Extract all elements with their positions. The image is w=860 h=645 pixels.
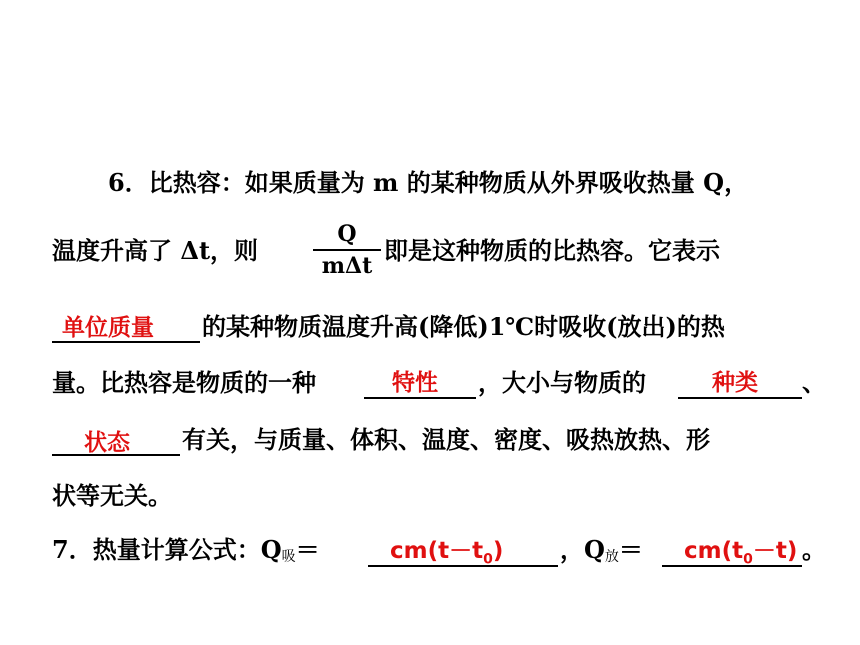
answer-kind: 种类: [712, 370, 758, 396]
item6-line4-end: 、: [802, 368, 826, 397]
equals-2: ＝: [618, 535, 643, 564]
answer-state: 状态: [84, 430, 130, 456]
item6-line5-post: 有关，与质量、体积、温度、密度、吸热放热、形: [182, 425, 710, 454]
subscript-absorb: 吸: [281, 549, 296, 565]
answer-property: 特性: [392, 370, 438, 396]
item6-line2-post: 即是这种物质的比热容。它表示: [384, 236, 720, 265]
item7-sep: ，Q: [560, 535, 605, 564]
blank-2: [364, 397, 476, 399]
item7-label: 7．热量计算公式：Q: [52, 535, 282, 564]
fraction-bar: [313, 249, 381, 251]
specific-heat-fraction: [313, 221, 381, 279]
blank-3: [678, 397, 802, 399]
item6-line4-pre: 量。比热容是物质的一种: [52, 368, 316, 397]
fraction-denominator: mΔt: [321, 253, 373, 279]
item7-mid: [560, 535, 643, 572]
item7-line: [52, 535, 320, 572]
item6-line4-mid: ，大小与物质的: [478, 368, 646, 397]
answer-unit-mass: 单位质量: [62, 315, 154, 341]
equals-1: ＝: [295, 535, 320, 564]
item7-end: 。: [802, 535, 826, 564]
item6-line3-post: 的某种物质温度升高(降低)1℃时吸收(放出)的热: [202, 312, 725, 341]
item6-line1: 6．比热容：如果质量为 m 的某种物质从外界吸收热量 Q，: [108, 168, 749, 197]
answer-formula-absorb: $cm(t-t_0)$: [390, 538, 504, 568]
fraction-numerator: Q: [337, 221, 357, 247]
answer-formula-release: $cm(t_0-t)$: [684, 538, 798, 568]
item6-line6: 状等无关。: [52, 481, 172, 510]
item6-line2-pre: 温度升高了 Δt，则: [52, 236, 259, 265]
subscript-release: 放: [604, 549, 619, 565]
